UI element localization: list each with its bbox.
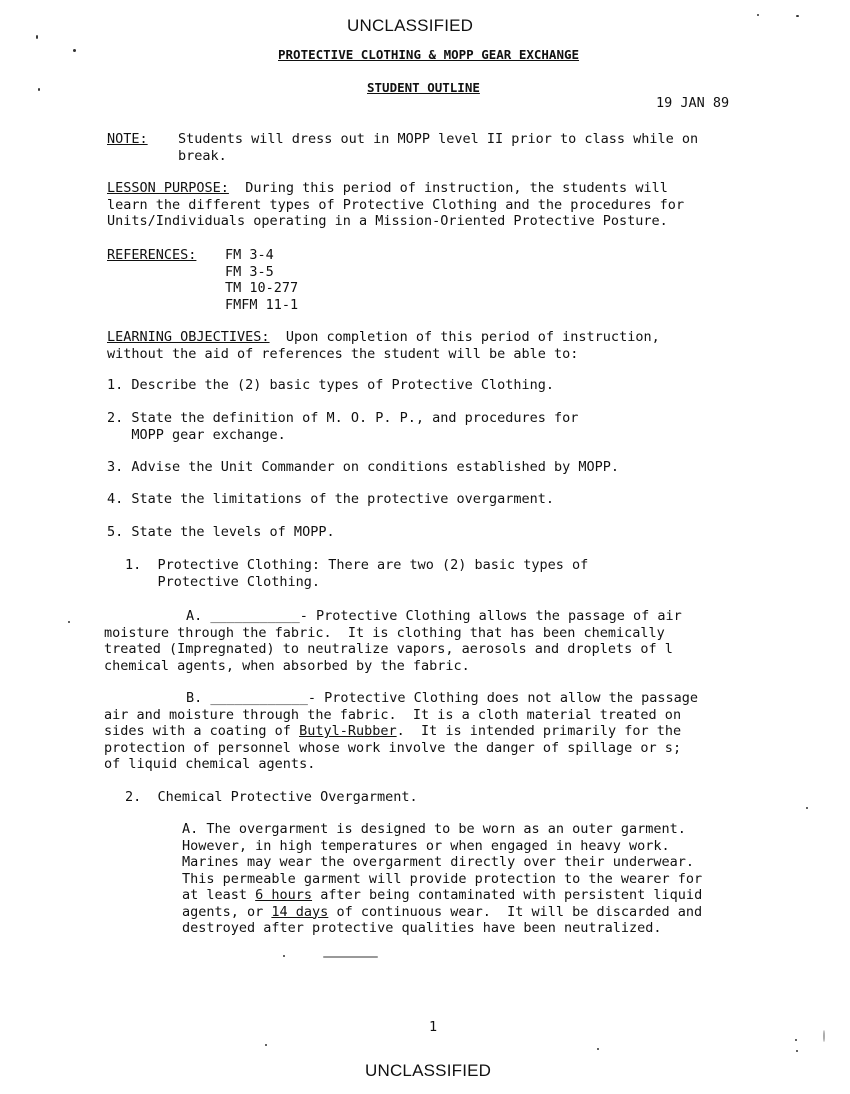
lesson-purpose-label: LESSON PURPOSE: [107, 180, 229, 196]
section-1-paragraph-a-rest: moisture through the fabric. It is clothing that has been chemically treated (Impregnated) to neutralize vapors, aerosols and droplets of l chemical agents, when absorbed by the fabric. [104, 624, 673, 674]
scan-speck [323, 956, 378, 958]
objective-item: 2. State the definition of M. O. P. P., and procedures for MOPP gear exchange. [107, 410, 579, 443]
page-number: 1 [429, 1019, 438, 1035]
section-1-paragraph-b-line-3-post: . It is intended primarily for the [396, 723, 682, 739]
lesson-purpose-text-first: During this period of instruction, the students will [245, 180, 668, 196]
section-1-paragraph-b-line-3-pre: sides with a coating of [104, 723, 300, 739]
section-1-heading: 1. Protective Clothing: There are two (2) basic types of Protective Clothing. [125, 557, 589, 590]
document-date: 19 JAN 89 [656, 95, 730, 111]
scan-speck [68, 621, 70, 623]
scan-speck [38, 88, 40, 91]
document-subtitle: STUDENT OUTLINE [367, 80, 480, 95]
learning-objectives-text-first: Upon completion of this period of instruction, [285, 329, 660, 345]
scan-speck [796, 1050, 798, 1052]
section-2-heading: 2. Chemical Protective Overgarment. [125, 789, 418, 805]
objective-item: 5. State the levels of MOPP. [107, 524, 335, 540]
section-1-paragraph-b-rest: protection of personnel whose work involve the danger of spillage or s; of liquid chemical agents. [104, 739, 682, 772]
section-2-paragraph-a-line-5-pre: at least [182, 887, 256, 903]
scan-speck [265, 1044, 267, 1046]
reference-item: FM 3-4 [225, 247, 274, 263]
note-label: NOTE: [107, 131, 148, 147]
note-section [107, 131, 148, 148]
section-1-paragraph-a-first: A. ___________- Protective Clothing allows the passage of air [186, 608, 682, 624]
section-1-paragraph-b-first: B. ____________- Protective Clothing does not allow the passage [186, 690, 699, 706]
lesson-purpose-text-rest: learn the different types of Protective Clothing and the procedures for Units/Individuals operating in a Mission-Oriented Protective Posture. [107, 196, 685, 229]
fourteen-days-term: 14 days [271, 903, 329, 920]
references-label: REFERENCES: [107, 247, 197, 263]
section-1-paragraph-b-line-2: air and moisture through the fabric. It is a cloth material treated on [104, 706, 682, 723]
butyl-rubber-term: Butyl-Rubber [299, 723, 397, 739]
reference-item: FMFM 11-1 [225, 296, 299, 313]
scan-speck [795, 1039, 797, 1041]
references-list [225, 247, 298, 313]
section-2-paragraph-a-line-6-post: of continuous wear. It will be discarded and [328, 903, 703, 920]
top-classification-marking: UNCLASSIFIED [347, 16, 474, 35]
scan-speck [597, 1048, 599, 1050]
objective-item: 4. State the limitations of the protective overgarment. [107, 491, 555, 507]
section-2-paragraph-a-line-6 [182, 904, 702, 921]
document-title: PROTECTIVE CLOTHING & MOPP GEAR EXCHANGE [278, 47, 580, 62]
scan-speck [806, 807, 808, 809]
learning-objectives-label: LEARNING OBJECTIVES: [107, 329, 270, 345]
lesson-purpose-section [107, 180, 668, 197]
scan-speck [283, 955, 285, 957]
section-2-paragraph-a-rest: destroyed after protective qualities have been neutralized. [182, 920, 662, 936]
objective-item: 1. Describe the (2) basic types of Protective Clothing. [107, 377, 555, 393]
scan-speck [823, 1030, 825, 1042]
section-2-paragraph-a-line-6-pre: agents, or [182, 903, 272, 920]
scan-speck [36, 35, 38, 39]
reference-item: TM 10-277 [225, 280, 299, 296]
learning-objectives-section [107, 329, 660, 346]
note-text: Students will dress out in MOPP level II prior to class while on break. [178, 131, 699, 164]
section-2-paragraph-a-line-5 [182, 887, 702, 904]
scan-speck [796, 15, 799, 17]
section-1-paragraph-b-line-3 [104, 723, 681, 740]
objective-item: 3. Advise the Unit Commander on conditions established by MOPP. [107, 459, 620, 475]
section-2-paragraph-a-top: A. The overgarment is designed to be worn as an outer garment. However, in high temperatures or when engaged in heavy work. Marines may wear the overgarment directly over their underwear. This permeable garment will provide protection to the wearer for [182, 821, 703, 887]
scan-speck [73, 49, 76, 52]
reference-item: FM 3-5 [225, 263, 274, 280]
scan-speck [757, 14, 759, 16]
section-2-paragraph-a-line-5-post: after being contaminated with persistent liquid [312, 887, 703, 903]
bottom-classification-marking: UNCLASSIFIED [365, 1061, 492, 1080]
learning-objectives-text-rest: without the aid of references the student will be able to: [107, 345, 579, 362]
six-hours-term: 6 hours [255, 887, 313, 903]
